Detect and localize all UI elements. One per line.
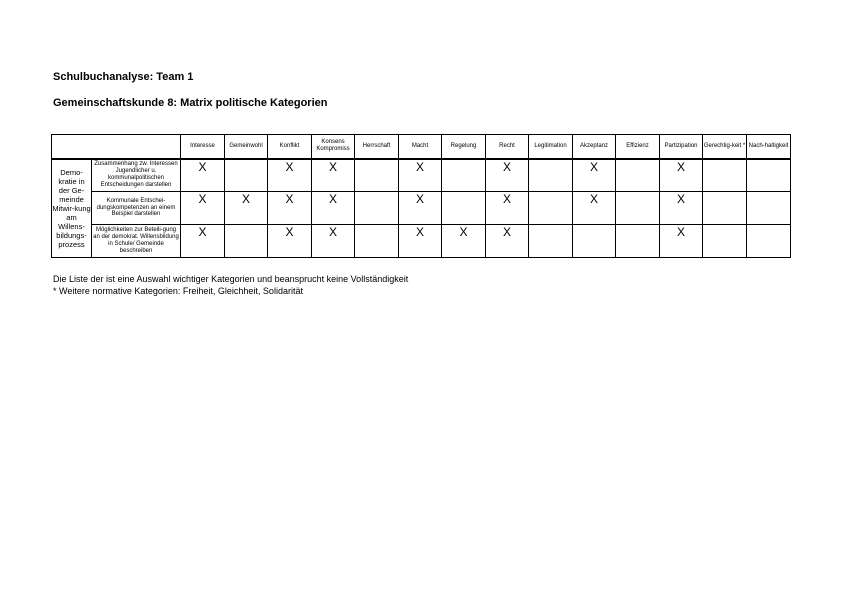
matrix-cell — [616, 225, 660, 258]
matrix-cell: X — [268, 192, 312, 225]
matrix-cell: X — [442, 225, 486, 258]
matrix-cell: X — [268, 225, 312, 258]
row-description: Zusammenhang zw. Interessen Jugendlicher u. kommunalpolitischen Entscheidungen darstellen — [92, 159, 181, 192]
matrix-cell — [616, 192, 660, 225]
matrix-cell — [442, 159, 486, 192]
matrix-cell — [529, 159, 573, 192]
matrix-cell — [355, 159, 399, 192]
matrix-cell — [747, 192, 791, 225]
column-header: Interesse — [181, 135, 225, 159]
matrix-cell: X — [399, 159, 442, 192]
matrix-title: Gemeinschaftskunde 8: Matrix politische Kategorien — [53, 97, 328, 109]
document-title: Schulbuchanalyse: Team 1 — [53, 71, 194, 83]
matrix-cell: X — [225, 192, 268, 225]
matrix-cell: X — [312, 192, 355, 225]
matrix-cell: X — [181, 225, 225, 258]
column-header: Gemeinwohl — [225, 135, 268, 159]
row-description: Möglichkeiten zur Beteili-gung an der demokrat. Willensbildung in Schule/ Gemeinde beschreiben — [92, 225, 181, 258]
column-header: Recht — [486, 135, 529, 159]
matrix-cell: X — [573, 192, 616, 225]
column-header: Nach-haltigkeit — [747, 135, 791, 159]
column-header: Legitimation — [529, 135, 573, 159]
column-header: Konsens Kompromiss — [312, 135, 355, 159]
matrix-cell: X — [573, 159, 616, 192]
matrix-cell: X — [268, 159, 312, 192]
matrix-cell: X — [486, 225, 529, 258]
column-header: Gerechtig-keit * — [703, 135, 747, 159]
matrix-cell — [616, 159, 660, 192]
matrix-cell — [747, 225, 791, 258]
section-label-cell: Demo-kratie in der Ge-meinde Mitwir-kung am Willens-bildungs-prozess — [52, 159, 92, 258]
note-line: Die Liste der ist eine Auswahl wichtiger Kategorien und beansprucht keine Vollständigkeit — [53, 274, 409, 284]
matrix-cell: X — [312, 159, 355, 192]
matrix-cell — [573, 225, 616, 258]
matrix-cell: X — [181, 159, 225, 192]
column-header: Herrschaft — [355, 135, 399, 159]
matrix-cell — [703, 159, 747, 192]
footnotes — [53, 274, 408, 297]
matrix-cell — [703, 225, 747, 258]
matrix-cell — [747, 159, 791, 192]
row-description: Kommunale Entschei-dungskompetenzen an einem Beispiel darstellen — [92, 192, 181, 225]
matrix-cell — [529, 192, 573, 225]
matrix-cell: X — [181, 192, 225, 225]
column-header: Konflikt — [268, 135, 312, 159]
header-corner-cell — [52, 135, 181, 159]
note-line: * Weitere normative Kategorien: Freiheit, Gleichheit, Solidarität — [53, 285, 303, 296]
matrix-cell — [703, 192, 747, 225]
category-matrix-table — [51, 134, 791, 258]
matrix-cell: X — [660, 225, 703, 258]
table-row — [52, 192, 791, 225]
matrix-cell — [442, 192, 486, 225]
column-header: Partizipation — [660, 135, 703, 159]
matrix-cell: X — [486, 159, 529, 192]
table-row — [52, 225, 791, 258]
matrix-cell: X — [312, 225, 355, 258]
matrix-cell: X — [660, 192, 703, 225]
matrix-cell — [355, 192, 399, 225]
matrix-cell — [355, 225, 399, 258]
matrix-cell — [529, 225, 573, 258]
column-header: Macht — [399, 135, 442, 159]
matrix-cell: X — [660, 159, 703, 192]
matrix-cell: X — [399, 225, 442, 258]
header-row — [52, 135, 791, 159]
column-header: Effizienz — [616, 135, 660, 159]
table-row — [52, 159, 791, 192]
matrix-cell: X — [399, 192, 442, 225]
matrix-cell — [225, 225, 268, 258]
column-header: Akzeptanz — [573, 135, 616, 159]
matrix-cell: X — [486, 192, 529, 225]
column-header: Regelung — [442, 135, 486, 159]
matrix-cell — [225, 159, 268, 192]
